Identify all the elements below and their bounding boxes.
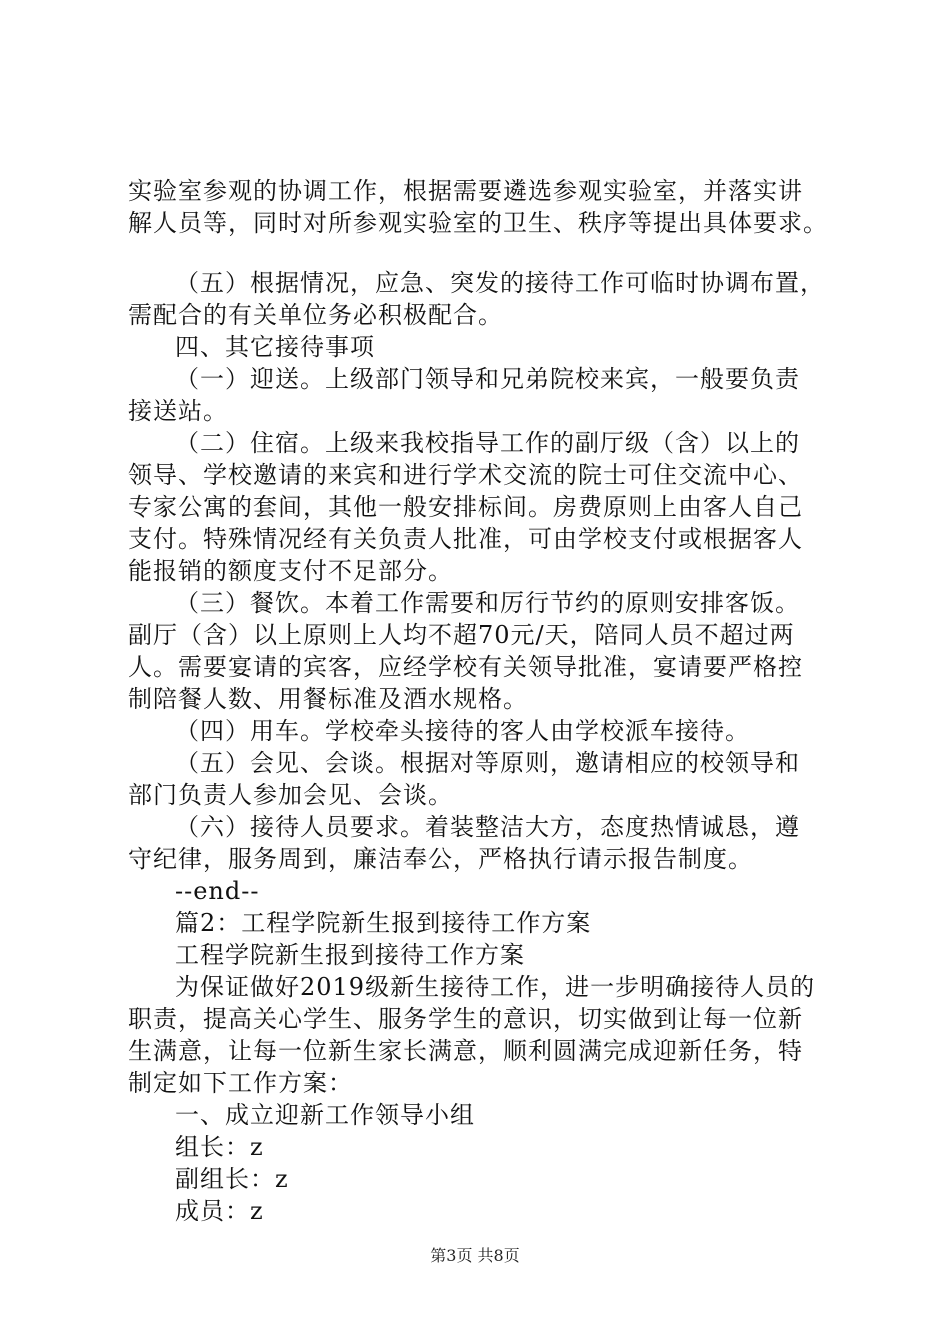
body-text-line: 支付。特殊情况经有关负责人批准，可由学校支付或根据客人 — [128, 525, 803, 553]
body-text-line: （五）会见、会谈。根据对等原则，邀请相应的校领导和 — [175, 749, 800, 777]
body-text-line: 职责，提高关心学生、服务学生的意识，切实做到让每一位新 — [128, 1005, 803, 1033]
chapter-heading: 篇2：工程学院新生报到接待工作方案 — [175, 909, 592, 937]
body-text-line: 守纪律，服务周到，廉洁奉公，严格执行请示报告制度。 — [128, 845, 753, 873]
body-text-line: 接送站。 — [128, 397, 228, 425]
body-text-line: （二）住宿。上级来我校指导工作的副厅级（含）以上的 — [175, 429, 800, 457]
end-marker: --end-- — [175, 877, 260, 905]
body-text-line: 解人员等，同时对所参观实验室的卫生、秩序等提出具体要求。 — [128, 209, 828, 237]
body-text-line: 能报销的额度支付不足部分。 — [128, 557, 453, 585]
body-text-line: 实验室参观的协调工作，根据需要遴选参观实验室，并落实讲 — [128, 177, 803, 205]
body-text-line: 组长：z — [175, 1133, 264, 1161]
body-text-line: （四）用车。学校牵头接待的客人由学校派车接待。 — [175, 717, 750, 745]
document-title: 工程学院新生报到接待工作方案 — [175, 941, 525, 969]
body-text-line: 制定如下工作方案： — [128, 1069, 353, 1097]
body-text-line: 领导、学校邀请的来宾和进行学术交流的院士可住交流中心、 — [128, 461, 803, 489]
page-number-footer: 第3页 共8页 — [430, 1246, 520, 1265]
body-text-line: 副组长：z — [175, 1165, 289, 1193]
body-text-line: 需配合的有关单位务必积极配合。 — [128, 301, 503, 329]
body-text-line: 生满意，让每一位新生家长满意，顺利圆满完成迎新任务，特 — [128, 1037, 803, 1065]
body-text-line: 部门负责人参加会见、会谈。 — [128, 781, 453, 809]
section-heading: 四、其它接待事项 — [175, 333, 375, 361]
body-text-line: 专家公寓的套间，其他一般安排标间。房费原则上由客人自己 — [128, 493, 803, 521]
body-text-line: （一）迎送。上级部门领导和兄弟院校来宾，一般要负责 — [175, 365, 800, 393]
section-heading: 一、成立迎新工作领导小组 — [175, 1101, 475, 1129]
body-text-line: 成员：z — [175, 1197, 264, 1225]
body-text-line: （五）根据情况，应急、突发的接待工作可临时协调布置， — [175, 269, 825, 297]
body-text-line: 人。需要宴请的宾客，应经学校有关领导批准，宴请要严格控 — [128, 653, 803, 681]
body-text-line: （三）餐饮。本着工作需要和厉行节约的原则安排客饭。 — [175, 589, 800, 617]
body-text-line: 制陪餐人数、用餐标准及酒水规格。 — [128, 685, 528, 713]
body-text-line: （六）接待人员要求。着装整洁大方，态度热情诚恳，遵 — [175, 813, 800, 841]
body-text-line: 为保证做好2019级新生接待工作，进一步明确接待人员的 — [175, 973, 816, 1001]
body-text-line: 副厅（含）以上原则上人均不超70元/天，陪同人员不超过两 — [128, 621, 795, 649]
